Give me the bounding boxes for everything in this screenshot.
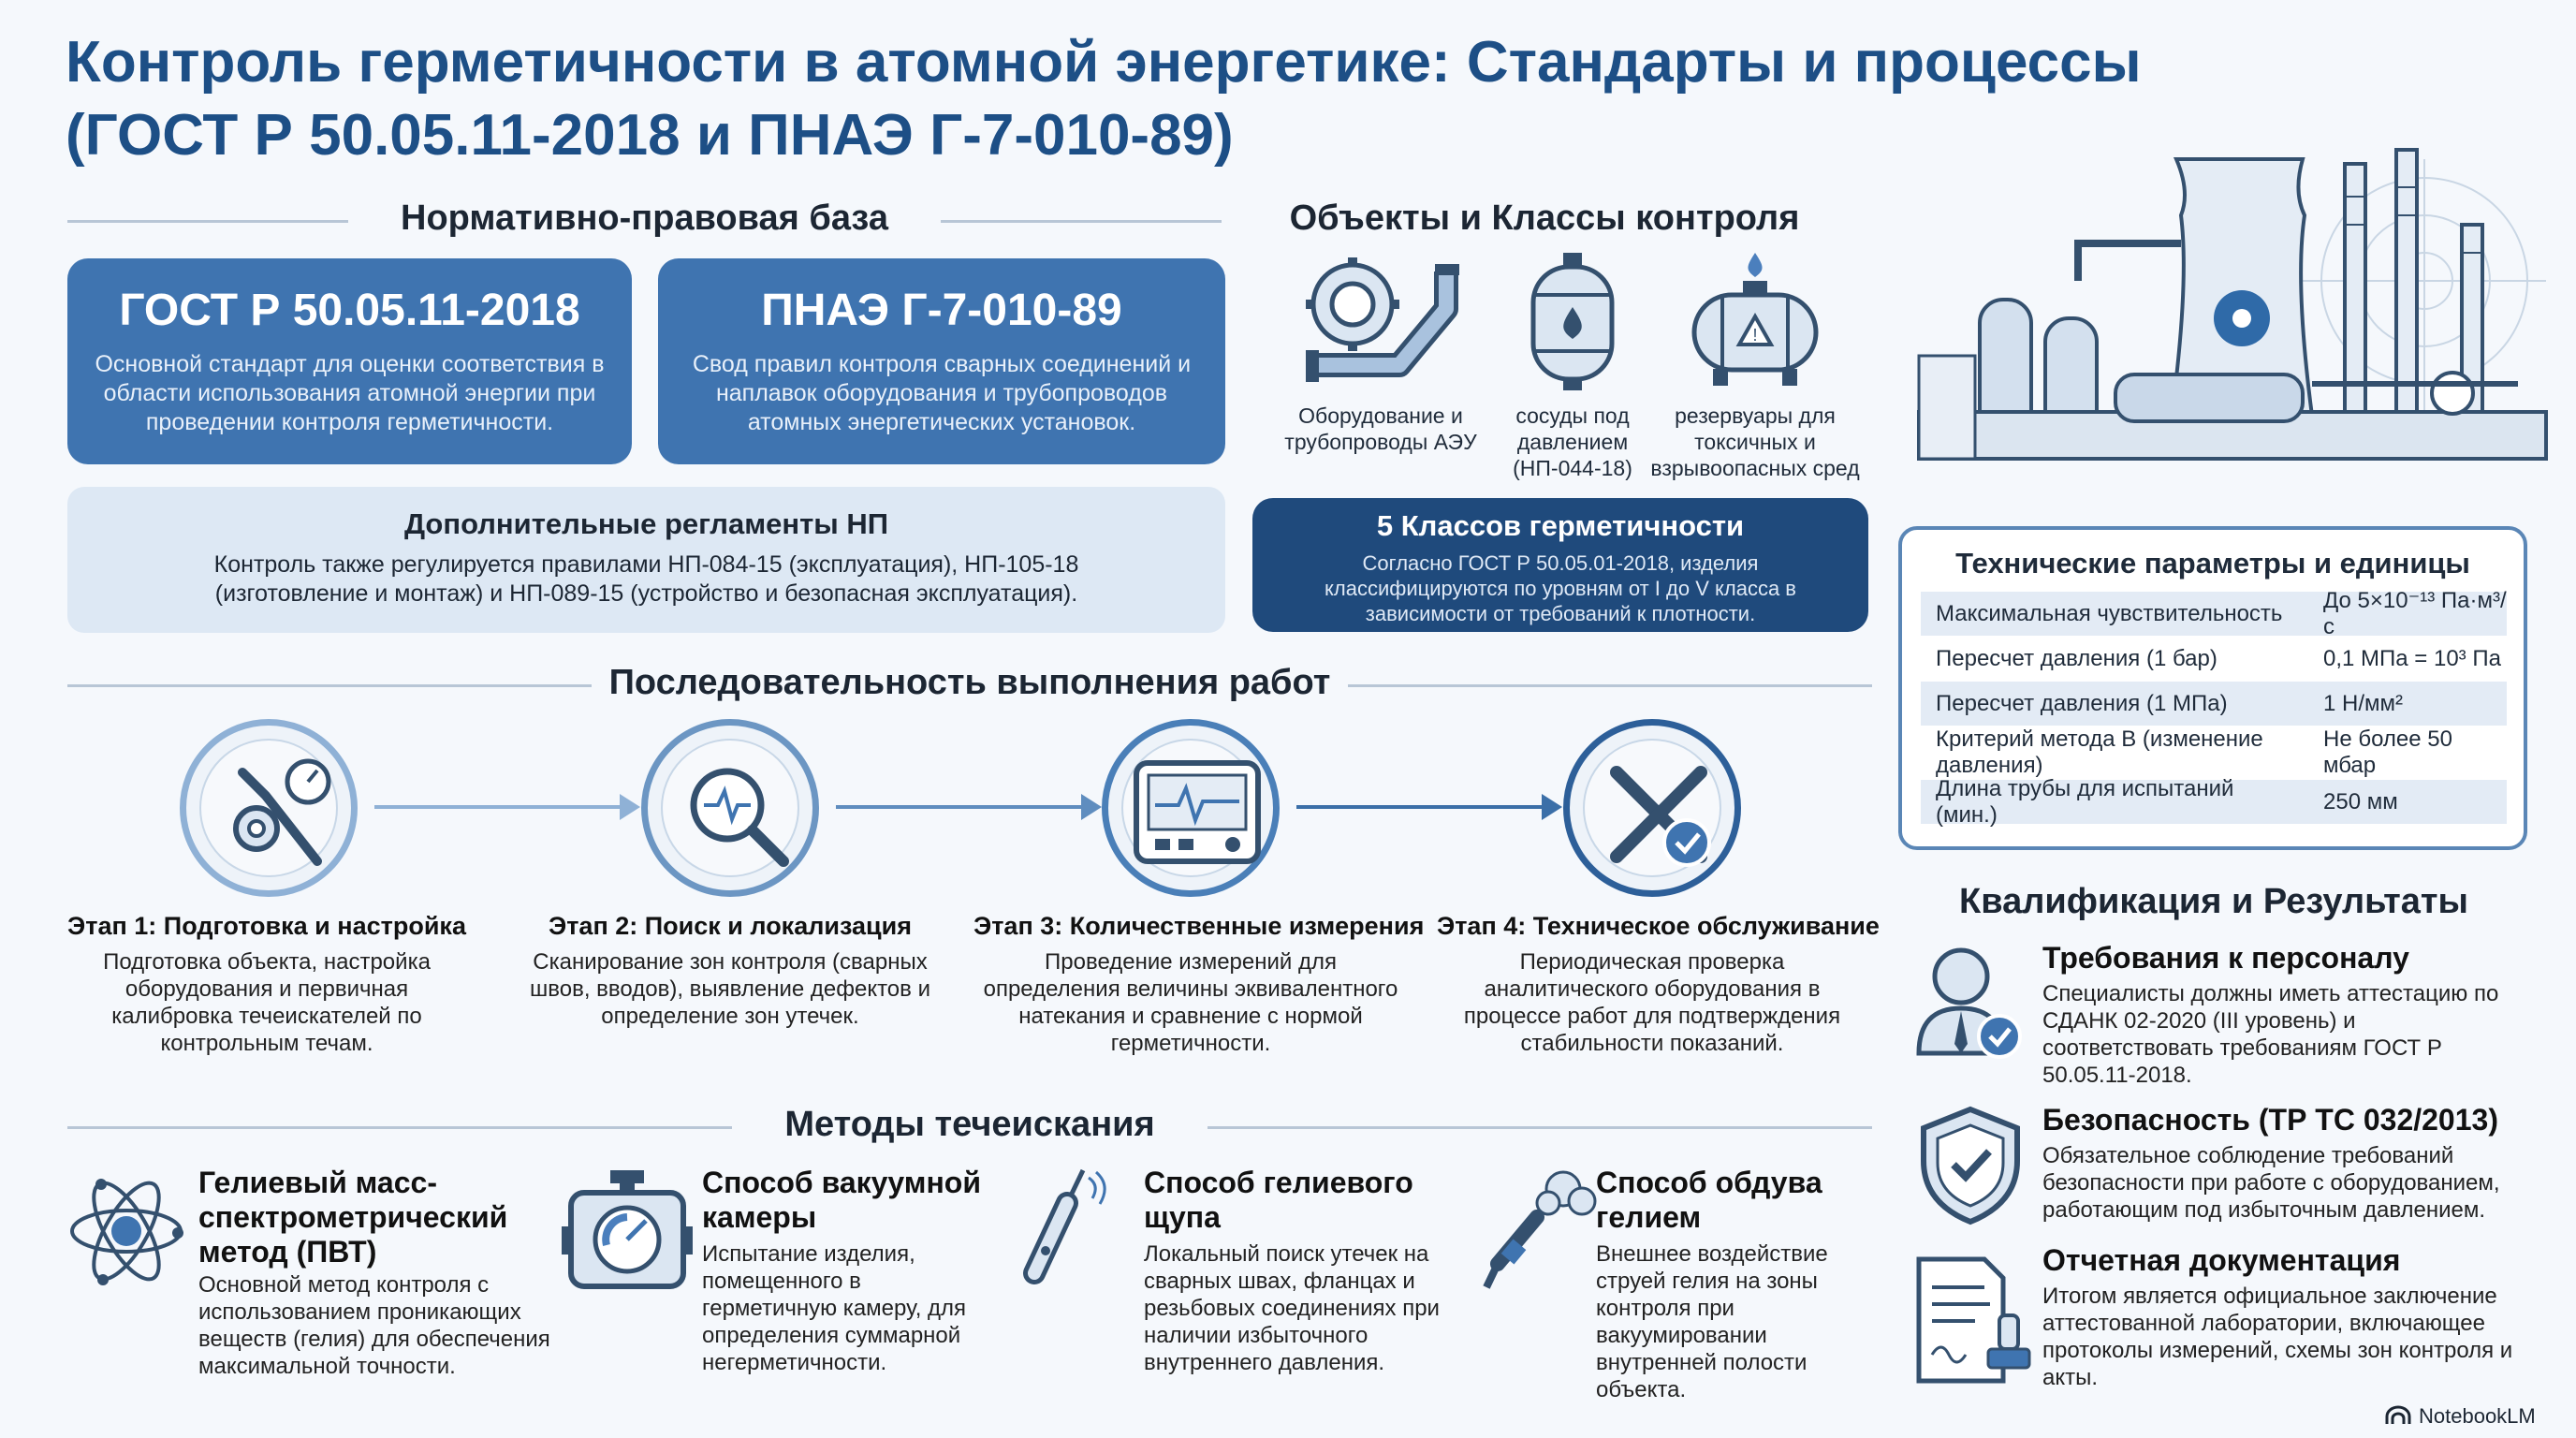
- param-value: До 5×10⁻¹³ Па·м³/с: [2323, 588, 2507, 639]
- step-title: Этап 4: Техническое обслуживание: [1437, 912, 1880, 940]
- wrench-check-icon: [1598, 754, 1720, 875]
- method-title: Способ гелиевого щупа: [1144, 1166, 1413, 1234]
- classes-card: [1252, 498, 1868, 632]
- atom-icon: [66, 1166, 187, 1306]
- section-heading-methods: Методы течеискания: [784, 1105, 1155, 1144]
- qual-desc: Итогом является официальное заключение аттестованной лаборатории, включающее протоколы измерений, схемы зон контроля и акты.: [2042, 1284, 2513, 1390]
- probe-icon: [1006, 1170, 1109, 1301]
- step-desc: Подготовка объекта, настройка оборудования и первичная калибровка течеискателей по контрольным течам.: [103, 949, 431, 1056]
- brand-label: NotebookLM: [2419, 1404, 2536, 1428]
- card-title: ГОСТ Р 50.05.11-2018: [119, 286, 580, 335]
- classes-title: 5 Классов герметичности: [1376, 509, 1745, 542]
- vacuum-chamber-icon: [562, 1170, 693, 1292]
- card-desc: Свод правил контроля сварных соединений и наплавок оборудования и трубопроводов атомных энергетических установок.: [692, 351, 1192, 435]
- section-heading-qualification: Квалификация и Результаты: [1959, 882, 2468, 921]
- step-4-circle: [1563, 719, 1741, 897]
- title-line-2: (ГОСТ Р 50.05.11-2018 и ПНАЭ Г-7-010-89): [66, 103, 1234, 168]
- tools-gauge-icon: [214, 754, 336, 875]
- param-key: Пересчет давления (1 МПа): [1936, 690, 2228, 716]
- shield-check-icon: [1914, 1105, 2027, 1226]
- step-title: Этап 2: Поиск и локализация: [549, 912, 912, 940]
- params-table: [1898, 526, 2527, 850]
- divider: [1348, 684, 1872, 687]
- step-arrow: [374, 805, 627, 809]
- step-arrow: [1296, 805, 1549, 809]
- step-2-circle: [641, 719, 819, 897]
- step-1-circle: [180, 719, 358, 897]
- qual-title: Отчетная документация: [2042, 1243, 2401, 1277]
- arrow-head-icon: [1542, 794, 1562, 820]
- notebooklm-logo-icon: [2385, 1407, 2411, 1426]
- step-desc: Сканирование зон контроля (сварных швов, вводов), выявление дефектов и определение зон утечек.: [530, 949, 930, 1029]
- step-desc: Проведение измерений для определения величины эквивалентного натекания и сравнение с нормой герметичности.: [983, 949, 1398, 1056]
- step-desc: Периодическая проверка аналитического оборудования в процессе работ для подтверждения стабильности показаний.: [1463, 949, 1841, 1056]
- nuclear-plant-illustration: [1900, 140, 2546, 510]
- brand-footer: [2385, 1402, 2563, 1431]
- method-desc: Локальный поиск утечек на сварных швах, фланцах и резьбовых соединениях при наличии избыточного внутреннего давления.: [1144, 1241, 1440, 1375]
- param-value: Не более 50 мбар: [2323, 726, 2452, 778]
- param-key: Максимальная чувствительность: [1936, 600, 2283, 626]
- method-desc: Основной метод контроля с использованием проникающих веществ (гелия) для обеспечения максимальной точности.: [198, 1272, 550, 1379]
- method-title: Гелиевый масс-спектрометрический метод (ПВТ): [198, 1166, 508, 1269]
- card-title: ПНАЭ Г-7-010-89: [761, 286, 1122, 335]
- tank-icon: [1685, 253, 1825, 393]
- legal-card-gost: [67, 258, 632, 464]
- section-heading-sequence: Последовательность выполнения работ: [608, 663, 1331, 702]
- step-title: Этап 1: Подготовка и настройка: [67, 912, 466, 940]
- divider: [1208, 1126, 1872, 1129]
- divider: [67, 220, 348, 223]
- param-key: Критерий метода В (изменение давления): [1936, 726, 2263, 778]
- magnifier-icon: [676, 754, 798, 875]
- pressure-vessel-icon: [1516, 253, 1629, 393]
- object-label: сосуды под давлением (НП-044-18): [1513, 404, 1632, 480]
- step-arrow: [836, 805, 1089, 809]
- method-desc: Испытание изделия, помещенного в герметичную камеру, для определения суммарной негерметичности.: [702, 1241, 967, 1375]
- divider: [941, 220, 1222, 223]
- classes-desc: Согласно ГОСТ Р 50.05.01-2018, изделия классифицируются по уровням от I до V класса в зависимости от требований к плотности.: [1325, 551, 1796, 625]
- qual-title: Требования к персоналу: [2042, 941, 2409, 975]
- table-row: [1921, 588, 2507, 639]
- extra-desc: Контроль также регулируется правилами НП-084-15 (эксплуатация), НП-105-18 (изготовление и монтаж) и НП-089-15 (устройство и безопасная эксплуатация).: [213, 551, 1079, 607]
- method-title: Способ обдува гелием: [1596, 1166, 1822, 1234]
- person-check-icon: [1910, 941, 2031, 1063]
- monitor-icon: [1132, 758, 1263, 871]
- table-row: [1921, 682, 2507, 726]
- method-title: Способ вакуумной камеры: [702, 1166, 982, 1234]
- divider: [67, 684, 592, 687]
- document-stamp-icon: [1910, 1250, 2041, 1390]
- param-key: Длина трубы для испытаний (мин.): [1936, 775, 2234, 828]
- section-heading-objects: Объекты и Классы контроля: [1289, 198, 1800, 238]
- table-row: [1921, 726, 2507, 779]
- svg-text:!: !: [1752, 326, 1758, 345]
- step-3-circle: [1102, 719, 1280, 897]
- divider: [67, 1126, 732, 1129]
- arrow-head-icon: [620, 794, 640, 820]
- qual-desc: Обязательное соблюдение требований безопасности при работе с оборудованием, работающим под избыточным давлением.: [2042, 1143, 2500, 1223]
- param-value: 1 Н/мм²: [2323, 690, 2404, 716]
- qual-desc: Специалисты должны иметь аттестацию по СДАНК 02-2020 (III уровень) и соответствовать требованиям ГОСТ Р 50.05.11-2018.: [2042, 981, 2499, 1088]
- params-heading: Технические параметры и единицы: [1955, 547, 2470, 580]
- section-heading-legal: Нормативно-правовая база: [401, 198, 888, 238]
- param-value: 0,1 МПа = 10³ Па: [2323, 645, 2501, 671]
- extra-regulations-card: [67, 487, 1225, 633]
- table-row: [1921, 637, 2507, 681]
- table-row: [1921, 775, 2507, 828]
- card-desc: Основной стандарт для оценки соответствия в области использования атомной энергии при проведении контроля герметичности.: [95, 351, 605, 435]
- title-line-1: Контроль герметичности в атомной энергетике: Стандарты и процессы: [66, 30, 2142, 95]
- param-value: 250 мм: [2323, 788, 2398, 814]
- step-title: Этап 3: Количественные измерения: [973, 912, 1425, 940]
- extra-title: Дополнительные регламенты НП: [403, 507, 889, 540]
- object-label: резервуары для токсичных и взрывоопасных сред: [1650, 404, 1860, 480]
- object-label: Оборудование и трубопроводы АЭУ: [1284, 404, 1477, 454]
- param-key: Пересчет давления (1 бар): [1936, 645, 2217, 671]
- legal-card-pnae: [658, 258, 1225, 464]
- params-rows: [1921, 588, 2507, 828]
- spray-gun-icon: [1479, 1166, 1601, 1297]
- qual-title: Безопасность (ТР ТС 032/2013): [2042, 1103, 2498, 1137]
- method-desc: Внешнее воздействие струей гелия на зоны контроля при вакуумировании внутренней полости объекта.: [1596, 1241, 1828, 1402]
- arrow-head-icon: [1081, 794, 1102, 820]
